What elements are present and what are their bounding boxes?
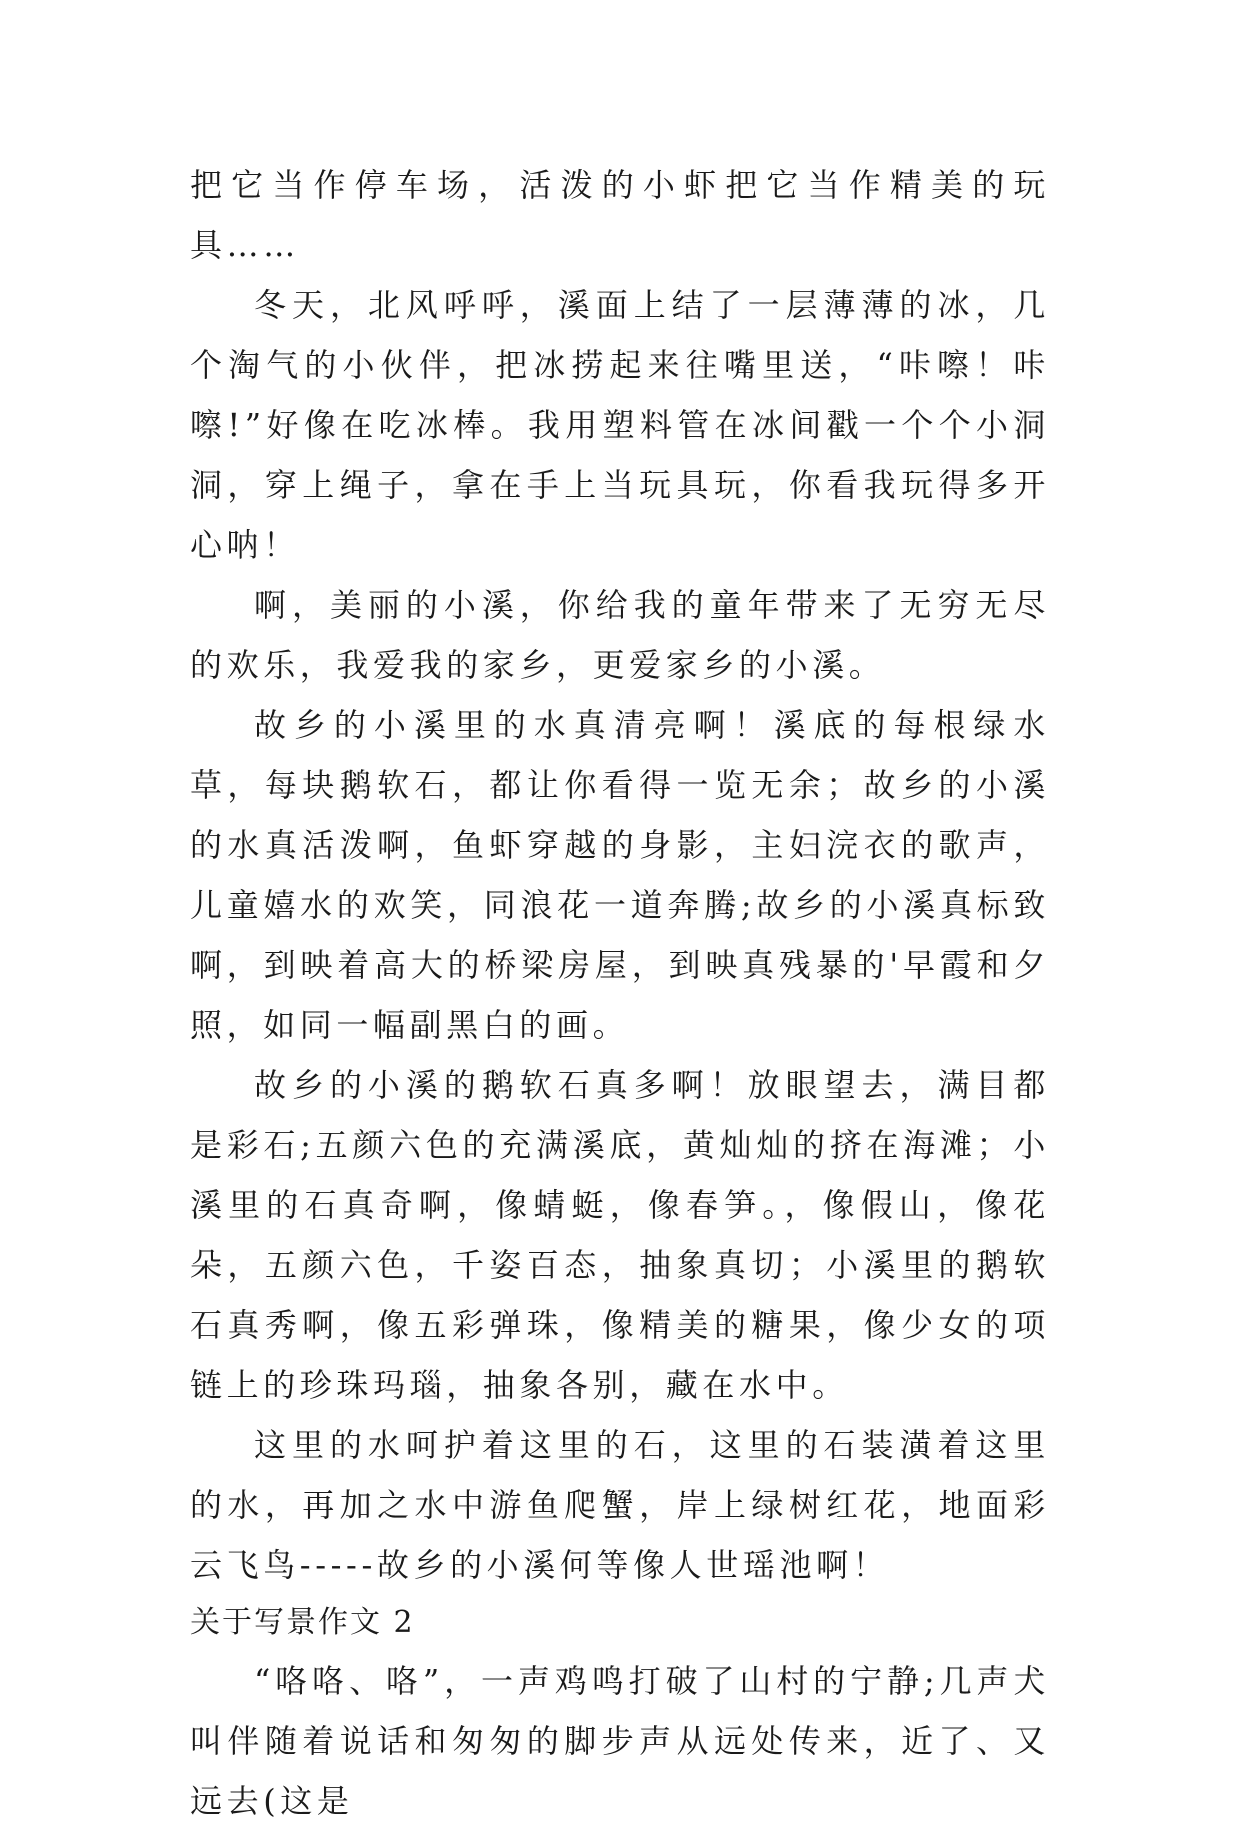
paragraph-winter: 冬天，北风呼呼，溪面上结了一层薄薄的冰，几个淘气的小伙伴，把冰捞起来往嘴里送，“咔嚓！咔嚓!”好像在吃冰棒。我用塑料管在冰间戳一个个小洞洞，穿上绳子，拿在手上当玩具玩，你看我玩得多开心呐！ — [190, 286, 1050, 564]
paragraph-rooster: “咯咯、咯”，一声鸡鸣打破了山村的宁静;几声犬叫伴随着说话和匆匆的脚步声从远处传来，近了、又远去(这是 — [190, 1662, 1050, 1820]
paragraph-continuation: 把它当作停车场，活泼的小虾把它当作精美的玩具…… — [190, 166, 1050, 264]
paragraph-beautiful-stream: 啊，美丽的小溪，你给我的童年带来了无穷无尽的欢乐，我爱我的家乡，更爱家乡的小溪。 — [190, 586, 1050, 684]
paragraph-pebbles: 故乡的小溪的鹅软石真多啊！放眼望去，满目都是彩石;五颜六色的充满溪底，黄灿灿的挤在海滩；小溪里的石真奇啊，像蜻蜓，像春笋。，像假山，像花朵，五颜六色，千姿百态，抽象真切；小溪里的鹅软石真秀啊，像五彩弹珠，像精美的糖果，像少女的项链上的珍珠玛瑙，抽象各别，藏在水中。 — [190, 1066, 1050, 1404]
section-heading: 关于写景作文 2 — [190, 1605, 415, 1640]
paragraph-clear-water: 故乡的小溪里的水真清亮啊！溪底的每根绿水草，每块鹅软石，都让你看得一览无余；故乡的小溪的水真活泼啊，鱼虾穿越的身影，主妇浣衣的歌声，儿童嬉水的欢笑，同浪花一道奔腾;故乡的小溪真标致啊，到映着高大的桥梁房屋，到映真残暴的'早霞和夕照，如同一幅副黑白的画。 — [190, 706, 1050, 1044]
article-body — [190, 155, 1050, 1831]
paragraph-water-and-stone: 这里的水呵护着这里的石，这里的石装潢着这里的水，再加之水中游鱼爬蟹，岸上绿树红花，地面彩云飞鸟-----故乡的小溪何等像人世瑶池啊！ — [190, 1426, 1050, 1584]
